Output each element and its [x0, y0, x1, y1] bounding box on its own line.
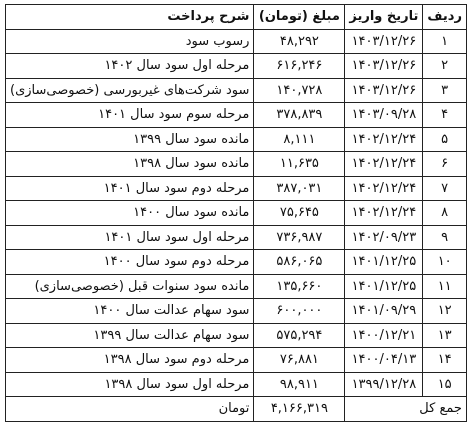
table-row [6, 127, 467, 152]
date-cell: ۱۴۰۳/۱۲/۲۶ [345, 78, 423, 103]
row-number-cell: ۱۲ [423, 299, 467, 324]
date-cell: ۱۴۰۳/۰۹/۲۸ [345, 103, 423, 128]
table-row [6, 78, 467, 103]
amount-cell: ۳۸۷,۰۳۱ [254, 176, 345, 201]
date-cell: ۱۴۰۲/۱۲/۲۴ [345, 201, 423, 226]
date-cell: ۱۴۰۱/۰۹/۲۹ [345, 299, 423, 324]
amount-cell: ۱۴۰,۷۲۸ [254, 78, 345, 103]
table-row [6, 103, 467, 128]
amount-cell: ۹۸,۹۱۱ [254, 372, 345, 397]
payments-table [5, 4, 467, 422]
table-row [6, 176, 467, 201]
table-body [6, 29, 467, 421]
payments-table-container [5, 4, 467, 422]
description-cell: مانده سود سال ۱۳۹۹ [6, 127, 254, 152]
total-unit: تومان [6, 397, 254, 422]
table-row [6, 274, 467, 299]
total-label: جمع کل [345, 397, 467, 422]
header-row-number: ردیف [423, 5, 467, 30]
date-cell: ۱۴۰۰/۱۲/۲۱ [345, 323, 423, 348]
row-number-cell: ۵ [423, 127, 467, 152]
table-row [6, 201, 467, 226]
row-number-cell: ۴ [423, 103, 467, 128]
description-cell: مرحله دوم سود سال ۱۴۰۱ [6, 176, 254, 201]
row-number-cell: ۱۳ [423, 323, 467, 348]
amount-cell: ۵۷۵,۲۹۴ [254, 323, 345, 348]
description-cell: مانده سود سال ۱۳۹۸ [6, 152, 254, 177]
row-number-cell: ۸ [423, 201, 467, 226]
header-description: شرح پرداخت [6, 5, 254, 30]
description-cell: سود سهام عدالت سال ۱۳۹۹ [6, 323, 254, 348]
date-cell: ۱۴۰۰/۰۴/۱۳ [345, 348, 423, 373]
amount-cell: ۶۱۶,۲۴۶ [254, 54, 345, 79]
total-row [6, 397, 467, 422]
row-number-cell: ۹ [423, 225, 467, 250]
description-cell: مرحله دوم سود سال ۱۴۰۰ [6, 250, 254, 275]
header-amount: مبلغ (تومان) [254, 5, 345, 30]
amount-cell: ۷۳۶,۹۸۷ [254, 225, 345, 250]
row-number-cell: ۳ [423, 78, 467, 103]
table-row [6, 299, 467, 324]
amount-cell: ۷۶,۸۸۱ [254, 348, 345, 373]
date-cell: ۱۴۰۱/۱۲/۲۵ [345, 250, 423, 275]
table-row [6, 250, 467, 275]
table-header-row [6, 5, 467, 30]
amount-cell: ۱۳۵,۶۶۰ [254, 274, 345, 299]
date-cell: ۱۴۰۳/۱۲/۲۶ [345, 54, 423, 79]
description-cell: مرحله سوم سود سال ۱۴۰۱ [6, 103, 254, 128]
description-cell: مرحله اول سود سال ۱۴۰۱ [6, 225, 254, 250]
table-row [6, 152, 467, 177]
date-cell: ۱۳۹۹/۱۲/۲۸ [345, 372, 423, 397]
table-row [6, 323, 467, 348]
amount-cell: ۵۸۶,۰۶۵ [254, 250, 345, 275]
description-cell: مانده سود سنوات قبل (خصوصی‌سازی) [6, 274, 254, 299]
date-cell: ۱۴۰۲/۱۲/۲۴ [345, 127, 423, 152]
amount-cell: ۶۰۰,۰۰۰ [254, 299, 345, 324]
amount-cell: ۷۵,۶۴۵ [254, 201, 345, 226]
table-row [6, 54, 467, 79]
date-cell: ۱۴۰۳/۱۲/۲۶ [345, 29, 423, 54]
description-cell: مانده سود سال ۱۴۰۰ [6, 201, 254, 226]
description-cell: مرحله دوم سود سال ۱۳۹۸ [6, 348, 254, 373]
header-date: تاریخ واریز [345, 5, 423, 30]
description-cell: سود شرکت‌های غیربورسی (خصوصی‌سازی) [6, 78, 254, 103]
date-cell: ۱۴۰۲/۰۹/۲۳ [345, 225, 423, 250]
row-number-cell: ۱ [423, 29, 467, 54]
row-number-cell: ۲ [423, 54, 467, 79]
date-cell: ۱۴۰۱/۱۲/۲۵ [345, 274, 423, 299]
amount-cell: ۱۱,۶۳۵ [254, 152, 345, 177]
table-row [6, 225, 467, 250]
description-cell: سود سهام عدالت سال ۱۴۰۰ [6, 299, 254, 324]
amount-cell: ۴۸,۲۹۲ [254, 29, 345, 54]
description-cell: مرحله اول سود سال ۱۳۹۸ [6, 372, 254, 397]
description-cell: مرحله اول سود سال ۱۴۰۲ [6, 54, 254, 79]
description-cell: رسوب سود [6, 29, 254, 54]
row-number-cell: ۱۵ [423, 372, 467, 397]
row-number-cell: ۱۴ [423, 348, 467, 373]
row-number-cell: ۶ [423, 152, 467, 177]
amount-cell: ۸,۱۱۱ [254, 127, 345, 152]
table-row [6, 372, 467, 397]
row-number-cell: ۷ [423, 176, 467, 201]
table-row [6, 29, 467, 54]
table-row [6, 348, 467, 373]
row-number-cell: ۱۰ [423, 250, 467, 275]
total-amount: ۴,۱۶۶,۳۱۹ [254, 397, 345, 422]
date-cell: ۱۴۰۲/۱۲/۲۴ [345, 152, 423, 177]
row-number-cell: ۱۱ [423, 274, 467, 299]
date-cell: ۱۴۰۲/۱۲/۲۴ [345, 176, 423, 201]
amount-cell: ۳۷۸,۸۳۹ [254, 103, 345, 128]
